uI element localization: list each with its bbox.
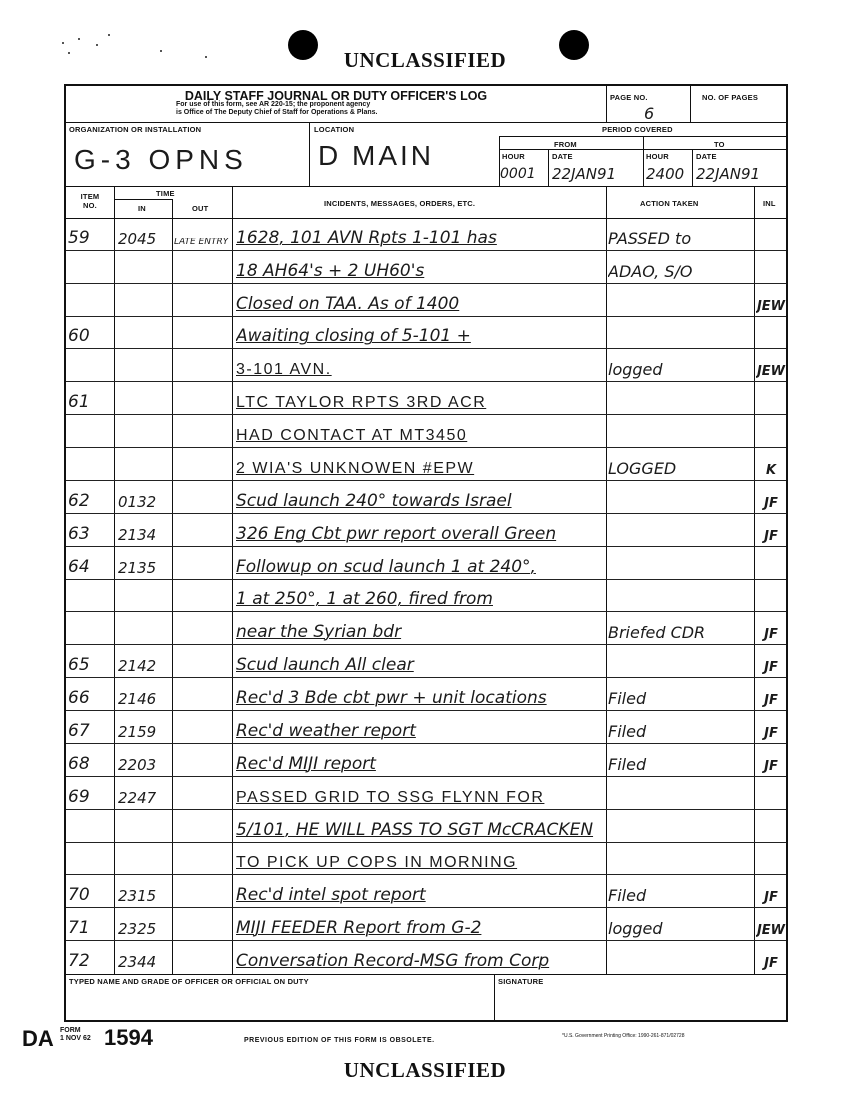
- time-in-cell: 2142: [118, 657, 157, 676]
- time-in-cell: 0132: [118, 492, 157, 511]
- item-number-cell: 62: [68, 490, 90, 511]
- table-row: [66, 415, 786, 448]
- table-row: [66, 843, 786, 876]
- entry-text-cell: Closed on TAA. As of 1400: [236, 293, 460, 314]
- item-number-cell: 70: [68, 885, 90, 906]
- item-number-cell: 69: [68, 786, 90, 807]
- table-row: [66, 612, 786, 645]
- speck: [108, 34, 110, 36]
- action-taken-cell: PASSED to: [608, 228, 692, 248]
- from-hour-value: 0001: [500, 166, 536, 182]
- entry-text-cell: 2 WIA'S UNKNOWEN #EPW: [236, 459, 475, 477]
- form-date: 1 NOV 62: [60, 1035, 91, 1042]
- form-label: [60, 1027, 91, 1043]
- action-taken-cell: Filed: [608, 754, 647, 774]
- time-in-cell: 2325: [118, 920, 157, 939]
- classification-top: UNCLASSIFIED: [343, 48, 507, 72]
- entry-text-cell: 18 AH64's + 2 UH60's: [236, 260, 425, 281]
- item-number-cell: 67: [68, 720, 90, 741]
- form-subtitle: For use of this form, see AR 220-15; the proponent agency: [176, 101, 371, 108]
- table-row: [66, 349, 786, 382]
- entry-text-cell: Followup on scud launch 1 at 240°,: [236, 556, 536, 577]
- entry-text-cell: near the Syrian bdr: [236, 622, 402, 643]
- table-row: [66, 481, 786, 514]
- rule: [66, 186, 786, 187]
- journal-form: [64, 84, 788, 1022]
- entry-text-cell: 1 at 250°, 1 at 260, fired from: [236, 589, 493, 610]
- entry-text-cell: 1628, 101 AVN Rpts 1-101 has: [236, 227, 497, 248]
- time-in-cell: 2315: [118, 887, 157, 906]
- initials-cell: JF: [764, 495, 778, 511]
- initials-cell: JEW: [756, 298, 786, 314]
- action-taken-cell: Filed: [608, 689, 647, 709]
- table-row: [66, 777, 786, 810]
- from-date-value: 22JAN91: [552, 165, 617, 183]
- entry-text-cell: HAD CONTACT AT MT3450: [236, 427, 468, 445]
- classification-bottom: UNCLASSIFIED: [343, 1058, 507, 1082]
- time-in-cell: 2146: [118, 690, 157, 709]
- gpo-imprint: *U.S. Government Printing Office: 1990-261-871/02728: [562, 1033, 685, 1039]
- initials-cell: JEW: [756, 364, 786, 380]
- initials-cell: JF: [764, 627, 778, 643]
- time-in-cell: 2135: [118, 558, 157, 577]
- location-value: D MAIN: [318, 140, 434, 171]
- time-in-cell: 2247: [118, 788, 157, 807]
- action-taken-label: ACTION TAKEN: [640, 199, 699, 208]
- entry-text-cell: TO PICK UP COPS IN MORNING: [236, 854, 518, 872]
- initials-cell: JF: [764, 660, 778, 676]
- time-label: TIME: [156, 189, 175, 198]
- rule: [606, 86, 607, 122]
- item-no-label: ITEM NO.: [80, 192, 100, 210]
- entry-text-cell: PASSED GRID TO SSG FLYNN FOR: [236, 788, 545, 806]
- previous-edition-note: PREVIOUS EDITION OF THIS FORM IS OBSOLETE.: [244, 1037, 435, 1044]
- page-no-value: 6: [644, 104, 655, 123]
- action-taken-cell: logged: [608, 919, 663, 939]
- to-label: TO: [714, 140, 725, 149]
- no-of-pages-label: NO. OF PAGES: [702, 93, 759, 102]
- to-hour-value: 2400: [646, 165, 685, 183]
- from-hour-label: HOUR: [502, 152, 525, 161]
- initials-cell: K: [765, 462, 777, 478]
- entry-text-cell: Conversation Record-MSG from Corp: [236, 950, 550, 971]
- in-label: IN: [138, 204, 146, 213]
- table-row: [66, 580, 786, 613]
- rule: [690, 86, 691, 122]
- item-number-cell: 65: [68, 655, 90, 676]
- time-in-cell: 2203: [118, 755, 157, 774]
- entry-text-cell: Awaiting closing of 5-101 +: [236, 326, 471, 347]
- rule: [499, 149, 786, 150]
- location-label: LOCATION: [314, 125, 355, 134]
- out-label: OUT: [192, 204, 209, 213]
- log-rows: [66, 218, 786, 974]
- table-row: [66, 678, 786, 711]
- organization-value: G-3 OPNS: [74, 144, 248, 175]
- action-taken-cell: logged: [608, 360, 663, 380]
- incidents-label: INCIDENTS, MESSAGES, ORDERS, ETC.: [324, 199, 476, 208]
- rule: [309, 122, 310, 186]
- table-row: [66, 251, 786, 284]
- initials-cell: JF: [764, 693, 778, 709]
- entry-text-cell: 326 Eng Cbt pwr report overall Green: [236, 523, 557, 544]
- page-no-label: PAGE NO.: [610, 93, 648, 102]
- table-row: [66, 218, 786, 251]
- table-row: [66, 284, 786, 317]
- form-word: FORM: [60, 1027, 81, 1034]
- table-row: [66, 744, 786, 777]
- table-row: [66, 514, 786, 547]
- item-number-cell: 71: [68, 918, 90, 939]
- entry-text-cell: Scud launch 240° towards Israel: [236, 490, 512, 511]
- table-row: [66, 382, 786, 415]
- entry-text-cell: LTC TAYLOR RPTS 3RD ACR: [236, 394, 487, 412]
- entry-text-cell: Rec'd 3 Bde cbt pwr + unit locations: [236, 688, 547, 709]
- rule: [494, 974, 495, 1020]
- period-covered-label: PERIOD COVERED: [602, 125, 673, 134]
- entry-text-cell: Rec'd MIJI report: [236, 753, 376, 774]
- signature-label: SIGNATURE: [498, 977, 544, 986]
- form-da: DA: [22, 1026, 54, 1051]
- inl-label: INL: [763, 199, 776, 208]
- item-number-cell: 72: [68, 950, 90, 971]
- table-row: [66, 908, 786, 941]
- speck: [62, 42, 64, 44]
- rule: [114, 199, 172, 200]
- form-subtitle: is Office of The Deputy Chief of Staff for Operations & Plans.: [176, 109, 378, 116]
- rule: [66, 122, 786, 123]
- time-in-cell: 2344: [118, 952, 157, 971]
- to-date-label: DATE: [696, 152, 717, 161]
- to-hour-label: HOUR: [646, 152, 669, 161]
- rule: [692, 149, 693, 186]
- item-number-cell: 64: [68, 556, 90, 577]
- time-in-cell: 2159: [118, 722, 157, 741]
- speck: [78, 38, 80, 40]
- initials-cell: JF: [764, 725, 778, 741]
- table-row: [66, 645, 786, 678]
- entry-text-cell: 3-101 AVN.: [236, 361, 332, 379]
- rule: [643, 136, 644, 186]
- form-title: DAILY STAFF JOURNAL OR DUTY OFFICER'S LOG: [184, 89, 488, 103]
- entry-text-cell: Scud launch All clear: [236, 655, 414, 676]
- item-number-cell: 66: [68, 688, 90, 709]
- initials-cell: JF: [764, 758, 778, 774]
- entry-text-cell: Rec'd intel spot report: [236, 885, 426, 906]
- form-number: 1594: [104, 1025, 153, 1050]
- typed-name-label: TYPED NAME AND GRADE OF OFFICER OR OFFICIAL ON DUTY: [69, 977, 309, 986]
- item-number-cell: 61: [68, 392, 90, 413]
- table-row: [66, 317, 786, 350]
- item-number-cell: 63: [68, 523, 90, 544]
- table-row: [66, 941, 786, 974]
- entry-text-cell: Rec'd weather report: [236, 720, 416, 741]
- speck: [96, 44, 98, 46]
- initials-cell: JF: [764, 955, 778, 971]
- table-row: [66, 547, 786, 580]
- time-out-cell: LATE ENTRY: [174, 237, 229, 247]
- table-row: [66, 711, 786, 744]
- item-number-cell: 60: [68, 326, 90, 347]
- item-number-cell: 59: [68, 227, 90, 248]
- action-taken-cell: Filed: [608, 886, 647, 906]
- entry-text-cell: 5/101, HE WILL PASS TO SGT McCRACKEN: [236, 819, 594, 840]
- rule: [548, 149, 549, 186]
- initials-cell: JEW: [756, 923, 786, 939]
- action-taken-cell: Briefed CDR: [608, 623, 706, 643]
- table-row: [66, 448, 786, 481]
- item-number-cell: 68: [68, 753, 90, 774]
- to-date-value: 22JAN91: [696, 165, 761, 183]
- table-row: [66, 875, 786, 908]
- from-label: FROM: [554, 140, 577, 149]
- action-taken-cell: ADAO, S/O: [608, 261, 693, 281]
- organization-label: ORGANIZATION OR INSTALLATION: [69, 125, 202, 134]
- table-row: [66, 810, 786, 843]
- action-taken-cell: Filed: [608, 721, 647, 741]
- initials-cell: JF: [764, 528, 778, 544]
- time-in-cell: 2045: [118, 229, 157, 248]
- initials-cell: JF: [764, 890, 778, 906]
- action-taken-cell: LOGGED: [608, 458, 677, 478]
- entry-text-cell: MIJI FEEDER Report from G-2: [236, 918, 482, 939]
- from-date-label: DATE: [552, 152, 573, 161]
- time-in-cell: 2134: [118, 525, 157, 544]
- rule: [66, 974, 786, 975]
